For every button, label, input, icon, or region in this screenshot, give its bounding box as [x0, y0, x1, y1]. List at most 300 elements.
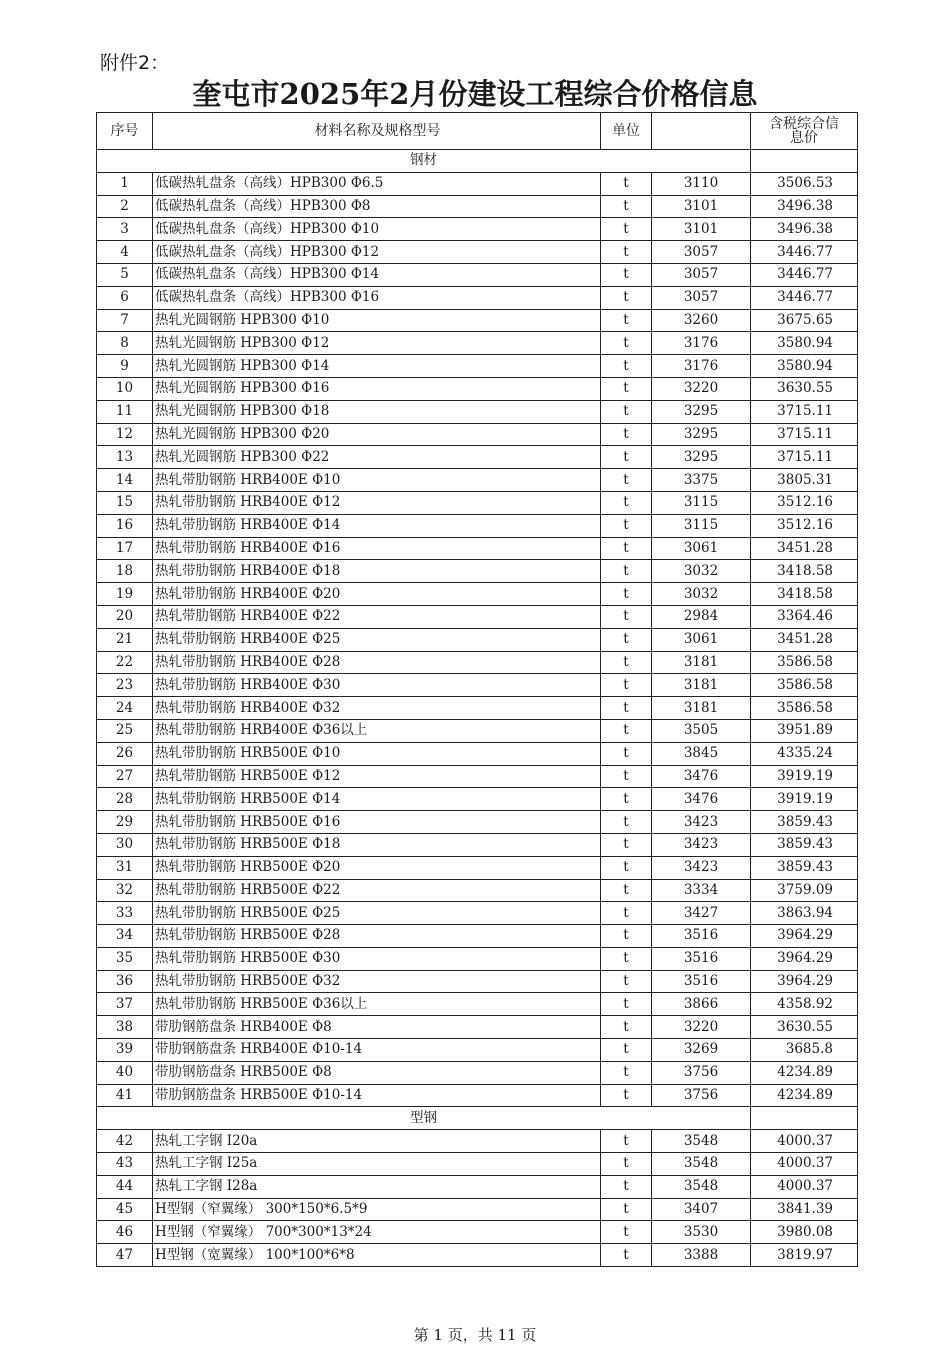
cell-base-price: 3101	[652, 218, 751, 241]
cell-base-price: 3176	[652, 355, 751, 378]
cell-tax-price: 4234.89	[751, 1061, 858, 1084]
cell-name: 热轧带肋钢筋 HRB500E Φ20	[153, 856, 601, 879]
cell-unit: t	[601, 902, 652, 925]
cell-unit: t	[601, 1039, 652, 1062]
cell-base-price: 3115	[652, 491, 751, 514]
table-row	[97, 856, 858, 879]
cell-tax-price: 3446.77	[751, 286, 858, 309]
cell-no: 12	[97, 423, 153, 446]
table-row	[97, 1244, 858, 1267]
cell-base-price: 3866	[652, 993, 751, 1016]
cell-unit: t	[601, 1198, 652, 1221]
cell-no: 8	[97, 332, 153, 355]
cell-base-price: 3061	[652, 628, 751, 651]
cell-tax-price: 3580.94	[751, 332, 858, 355]
cell-name: 热轧带肋钢筋 HRB500E Φ30	[153, 947, 601, 970]
table-row	[97, 1061, 858, 1084]
cell-unit: t	[601, 605, 652, 628]
cell-tax-price: 4000.37	[751, 1130, 858, 1153]
cell-name: 带肋钢筋盘条 HRB500E Φ8	[153, 1061, 601, 1084]
cell-name: 低碳热轧盘条（高线）HPB300 Φ6.5	[153, 172, 601, 195]
cell-unit: t	[601, 332, 652, 355]
cell-base-price: 3756	[652, 1084, 751, 1107]
cell-no: 41	[97, 1084, 153, 1107]
table-body	[97, 150, 858, 1267]
cell-no: 1	[97, 172, 153, 195]
cell-name: 热轧带肋钢筋 HRB400E Φ32	[153, 697, 601, 720]
cell-base-price: 3505	[652, 719, 751, 742]
table-row	[97, 1175, 858, 1198]
page-footer: 第 1 页，共 11 页	[413, 1326, 537, 1344]
cell-base-price: 3516	[652, 970, 751, 993]
cell-no: 6	[97, 286, 153, 309]
cell-tax-price: 3805.31	[751, 469, 858, 492]
table-row	[97, 286, 858, 309]
cell-name: H型钢（宽翼缘） 100*100*6*8	[153, 1244, 601, 1267]
cell-base-price: 3476	[652, 765, 751, 788]
cell-base-price: 3516	[652, 925, 751, 948]
cell-tax-price: 3506.53	[751, 172, 858, 195]
table-row	[97, 1016, 858, 1039]
cell-unit: t	[601, 970, 652, 993]
cell-no: 9	[97, 355, 153, 378]
header-tax-price-label: 含税综合信息价	[769, 116, 839, 146]
cell-unit: t	[601, 651, 652, 674]
section-title: 钢材	[97, 150, 751, 173]
cell-name: 低碳热轧盘条（高线）HPB300 Φ12	[153, 241, 601, 264]
cell-no: 14	[97, 469, 153, 492]
cell-tax-price: 3859.43	[751, 811, 858, 834]
cell-unit: t	[601, 719, 652, 742]
cell-base-price: 3756	[652, 1061, 751, 1084]
cell-unit: t	[601, 309, 652, 332]
section-row	[97, 150, 858, 173]
cell-name: 低碳热轧盘条（高线）HPB300 Φ14	[153, 263, 601, 286]
cell-unit: t	[601, 1221, 652, 1244]
cell-base-price: 3845	[652, 742, 751, 765]
cell-tax-price: 3964.29	[751, 925, 858, 948]
cell-tax-price: 4000.37	[751, 1175, 858, 1198]
cell-tax-price: 3919.19	[751, 788, 858, 811]
cell-base-price: 3530	[652, 1221, 751, 1244]
cell-base-price: 3375	[652, 469, 751, 492]
cell-no: 13	[97, 446, 153, 469]
cell-base-price: 3061	[652, 537, 751, 560]
table-row	[97, 742, 858, 765]
cell-tax-price: 3964.29	[751, 947, 858, 970]
cell-no: 39	[97, 1039, 153, 1062]
section-empty-cell	[751, 150, 858, 173]
cell-no: 35	[97, 947, 153, 970]
table-row	[97, 172, 858, 195]
cell-tax-price: 3586.58	[751, 674, 858, 697]
table-row	[97, 697, 858, 720]
cell-base-price: 3427	[652, 902, 751, 925]
cell-name: 热轧带肋钢筋 HRB500E Φ14	[153, 788, 601, 811]
cell-base-price: 3334	[652, 879, 751, 902]
cell-no: 16	[97, 514, 153, 537]
cell-unit: t	[601, 583, 652, 606]
cell-name: H型钢（窄翼缘） 700*300*13*24	[153, 1221, 601, 1244]
cell-unit: t	[601, 1061, 652, 1084]
table-row	[97, 993, 858, 1016]
section-empty-cell	[751, 1107, 858, 1130]
cell-base-price: 3269	[652, 1039, 751, 1062]
cell-name: 带肋钢筋盘条 HRB400E Φ10-14	[153, 1039, 601, 1062]
cell-name: 热轧带肋钢筋 HRB500E Φ10	[153, 742, 601, 765]
cell-unit: t	[601, 400, 652, 423]
cell-base-price: 3057	[652, 286, 751, 309]
table-row	[97, 309, 858, 332]
cell-no: 23	[97, 674, 153, 697]
cell-tax-price: 3451.28	[751, 537, 858, 560]
cell-tax-price: 3630.55	[751, 1016, 858, 1039]
cell-base-price: 3407	[652, 1198, 751, 1221]
section-row	[97, 1107, 858, 1130]
table-row	[97, 651, 858, 674]
cell-no: 34	[97, 925, 153, 948]
cell-unit: t	[601, 1130, 652, 1153]
cell-name: 热轧工字钢 I28a	[153, 1175, 601, 1198]
cell-tax-price: 4335.24	[751, 742, 858, 765]
table-row	[97, 628, 858, 651]
cell-base-price: 3423	[652, 833, 751, 856]
table-row	[97, 925, 858, 948]
cell-unit: t	[601, 1153, 652, 1176]
cell-name: 热轧光圆钢筋 HPB300 Φ22	[153, 446, 601, 469]
cell-name: 热轧带肋钢筋 HRB400E Φ10	[153, 469, 601, 492]
cell-unit: t	[601, 788, 652, 811]
cell-name: 热轧带肋钢筋 HRB400E Φ20	[153, 583, 601, 606]
cell-name: H型钢（窄翼缘） 300*150*6.5*9	[153, 1198, 601, 1221]
cell-unit: t	[601, 560, 652, 583]
cell-name: 热轧光圆钢筋 HPB300 Φ12	[153, 332, 601, 355]
cell-base-price: 3181	[652, 651, 751, 674]
cell-unit: t	[601, 491, 652, 514]
cell-unit: t	[601, 195, 652, 218]
cell-name: 带肋钢筋盘条 HRB500E Φ10-14	[153, 1084, 601, 1107]
cell-base-price: 3476	[652, 788, 751, 811]
cell-no: 5	[97, 263, 153, 286]
cell-unit: t	[601, 218, 652, 241]
cell-name: 热轧带肋钢筋 HRB500E Φ22	[153, 879, 601, 902]
table-row	[97, 719, 858, 742]
cell-base-price: 3260	[652, 309, 751, 332]
cell-tax-price: 3451.28	[751, 628, 858, 651]
cell-no: 40	[97, 1061, 153, 1084]
cell-base-price: 3101	[652, 195, 751, 218]
cell-base-price: 3220	[652, 1016, 751, 1039]
cell-tax-price: 4358.92	[751, 993, 858, 1016]
cell-no: 26	[97, 742, 153, 765]
cell-no: 36	[97, 970, 153, 993]
cell-no: 28	[97, 788, 153, 811]
section-title: 型钢	[97, 1107, 751, 1130]
cell-no: 22	[97, 651, 153, 674]
table-row	[97, 902, 858, 925]
cell-no: 38	[97, 1016, 153, 1039]
cell-name: 热轧带肋钢筋 HRB500E Φ28	[153, 925, 601, 948]
cell-tax-price: 3964.29	[751, 970, 858, 993]
table-row	[97, 1221, 858, 1244]
cell-tax-price: 4234.89	[751, 1084, 858, 1107]
table-row	[97, 788, 858, 811]
cell-no: 18	[97, 560, 153, 583]
cell-base-price: 3176	[652, 332, 751, 355]
cell-name: 热轧光圆钢筋 HPB300 Φ10	[153, 309, 601, 332]
cell-unit: t	[601, 697, 652, 720]
table-row	[97, 947, 858, 970]
cell-tax-price: 3715.11	[751, 423, 858, 446]
cell-no: 42	[97, 1130, 153, 1153]
header-base-price	[652, 113, 751, 150]
cell-unit: t	[601, 993, 652, 1016]
table-row	[97, 674, 858, 697]
cell-unit: t	[601, 674, 652, 697]
cell-base-price: 3423	[652, 856, 751, 879]
header-no: 序号	[97, 113, 153, 150]
cell-unit: t	[601, 925, 652, 948]
cell-tax-price: 3580.94	[751, 355, 858, 378]
cell-unit: t	[601, 446, 652, 469]
cell-base-price: 2984	[652, 605, 751, 628]
cell-unit: t	[601, 765, 652, 788]
cell-tax-price: 3715.11	[751, 446, 858, 469]
cell-no: 4	[97, 241, 153, 264]
cell-no: 11	[97, 400, 153, 423]
cell-name: 热轧带肋钢筋 HRB400E Φ30	[153, 674, 601, 697]
cell-tax-price: 3841.39	[751, 1198, 858, 1221]
cell-tax-price: 3512.16	[751, 514, 858, 537]
cell-base-price: 3115	[652, 514, 751, 537]
table-row	[97, 218, 858, 241]
cell-name: 热轧带肋钢筋 HRB500E Φ16	[153, 811, 601, 834]
cell-tax-price: 3418.58	[751, 560, 858, 583]
table-row	[97, 377, 858, 400]
cell-unit: t	[601, 241, 652, 264]
table-row	[97, 537, 858, 560]
table-row	[97, 1039, 858, 1062]
cell-tax-price: 3980.08	[751, 1221, 858, 1244]
cell-name: 带肋钢筋盘条 HRB400E Φ8	[153, 1016, 601, 1039]
cell-unit: t	[601, 172, 652, 195]
cell-tax-price: 3685.8	[751, 1039, 858, 1062]
cell-name: 热轧带肋钢筋 HRB500E Φ25	[153, 902, 601, 925]
cell-base-price: 3295	[652, 400, 751, 423]
cell-no: 33	[97, 902, 153, 925]
cell-tax-price: 3418.58	[751, 583, 858, 606]
cell-no: 17	[97, 537, 153, 560]
cell-base-price: 3220	[652, 377, 751, 400]
table-row	[97, 833, 858, 856]
table-row	[97, 400, 858, 423]
cell-unit: t	[601, 856, 652, 879]
cell-tax-price: 4000.37	[751, 1153, 858, 1176]
cell-unit: t	[601, 377, 652, 400]
cell-no: 7	[97, 309, 153, 332]
cell-unit: t	[601, 1175, 652, 1198]
document-title: 奎屯市2025年2月份建设工程综合价格信息	[192, 77, 758, 111]
table-row	[97, 970, 858, 993]
cell-name: 低碳热轧盘条（高线）HPB300 Φ10	[153, 218, 601, 241]
cell-name: 热轧带肋钢筋 HRB500E Φ32	[153, 970, 601, 993]
cell-unit: t	[601, 879, 652, 902]
cell-tax-price: 3759.09	[751, 879, 858, 902]
cell-tax-price: 3586.58	[751, 651, 858, 674]
cell-name: 热轧工字钢 I25a	[153, 1153, 601, 1176]
cell-no: 15	[97, 491, 153, 514]
cell-no: 44	[97, 1175, 153, 1198]
cell-name: 热轧光圆钢筋 HPB300 Φ18	[153, 400, 601, 423]
cell-no: 3	[97, 218, 153, 241]
cell-unit: t	[601, 469, 652, 492]
cell-base-price: 3548	[652, 1130, 751, 1153]
table-row	[97, 263, 858, 286]
cell-no: 29	[97, 811, 153, 834]
cell-no: 43	[97, 1153, 153, 1176]
cell-tax-price: 3446.77	[751, 241, 858, 264]
cell-tax-price: 3819.97	[751, 1244, 858, 1267]
table-row	[97, 469, 858, 492]
cell-name: 热轧带肋钢筋 HRB400E Φ18	[153, 560, 601, 583]
cell-unit: t	[601, 514, 652, 537]
cell-tax-price: 3863.94	[751, 902, 858, 925]
cell-base-price: 3057	[652, 263, 751, 286]
cell-base-price: 3423	[652, 811, 751, 834]
table-row	[97, 241, 858, 264]
table-row	[97, 423, 858, 446]
cell-base-price: 3057	[652, 241, 751, 264]
table-row	[97, 1130, 858, 1153]
cell-tax-price: 3446.77	[751, 263, 858, 286]
cell-no: 30	[97, 833, 153, 856]
cell-unit: t	[601, 1084, 652, 1107]
attachment-label: 附件2：	[100, 52, 170, 74]
cell-base-price: 3548	[652, 1175, 751, 1198]
cell-unit: t	[601, 628, 652, 651]
table-row	[97, 514, 858, 537]
cell-unit: t	[601, 1016, 652, 1039]
cell-tax-price: 3919.19	[751, 765, 858, 788]
cell-name: 热轧光圆钢筋 HPB300 Φ20	[153, 423, 601, 446]
cell-tax-price: 3630.55	[751, 377, 858, 400]
cell-tax-price: 3675.65	[751, 309, 858, 332]
cell-no: 2	[97, 195, 153, 218]
cell-name: 热轧光圆钢筋 HPB300 Φ16	[153, 377, 601, 400]
cell-name: 热轧带肋钢筋 HRB400E Φ22	[153, 605, 601, 628]
cell-base-price: 3516	[652, 947, 751, 970]
table-row	[97, 491, 858, 514]
cell-name: 热轧带肋钢筋 HRB500E Φ36以上	[153, 993, 601, 1016]
cell-name: 热轧带肋钢筋 HRB400E Φ28	[153, 651, 601, 674]
cell-base-price: 3110	[652, 172, 751, 195]
header-tax-price	[751, 113, 858, 150]
cell-no: 20	[97, 605, 153, 628]
cell-unit: t	[601, 263, 652, 286]
cell-no: 10	[97, 377, 153, 400]
cell-tax-price: 3859.43	[751, 833, 858, 856]
header-name: 材料名称及规格型号	[153, 113, 601, 150]
table-row	[97, 332, 858, 355]
cell-base-price: 3181	[652, 674, 751, 697]
cell-unit: t	[601, 811, 652, 834]
cell-base-price: 3032	[652, 583, 751, 606]
cell-name: 热轧光圆钢筋 HPB300 Φ14	[153, 355, 601, 378]
header-unit: 单位	[601, 113, 652, 150]
cell-name: 热轧带肋钢筋 HRB400E Φ16	[153, 537, 601, 560]
cell-name: 热轧带肋钢筋 HRB500E Φ18	[153, 833, 601, 856]
cell-base-price: 3295	[652, 446, 751, 469]
cell-unit: t	[601, 537, 652, 560]
cell-tax-price: 3715.11	[751, 400, 858, 423]
cell-unit: t	[601, 742, 652, 765]
cell-unit: t	[601, 286, 652, 309]
cell-no: 19	[97, 583, 153, 606]
cell-unit: t	[601, 355, 652, 378]
cell-no: 24	[97, 697, 153, 720]
cell-tax-price: 3859.43	[751, 856, 858, 879]
cell-tax-price: 3496.38	[751, 195, 858, 218]
cell-unit: t	[601, 423, 652, 446]
cell-name: 热轧带肋钢筋 HRB400E Φ36以上	[153, 719, 601, 742]
cell-unit: t	[601, 833, 652, 856]
cell-no: 31	[97, 856, 153, 879]
cell-tax-price: 3364.46	[751, 605, 858, 628]
cell-base-price: 3295	[652, 423, 751, 446]
cell-base-price: 3181	[652, 697, 751, 720]
cell-tax-price: 3496.38	[751, 218, 858, 241]
cell-no: 47	[97, 1244, 153, 1267]
cell-name: 热轧带肋钢筋 HRB400E Φ25	[153, 628, 601, 651]
cell-name: 低碳热轧盘条（高线）HPB300 Φ8	[153, 195, 601, 218]
price-table	[96, 112, 858, 1267]
table-row	[97, 811, 858, 834]
cell-no: 25	[97, 719, 153, 742]
cell-base-price: 3388	[652, 1244, 751, 1267]
table-row	[97, 879, 858, 902]
cell-name: 热轧工字钢 I20a	[153, 1130, 601, 1153]
cell-name: 低碳热轧盘条（高线）HPB300 Φ16	[153, 286, 601, 309]
table-row	[97, 583, 858, 606]
cell-no: 37	[97, 993, 153, 1016]
cell-name: 热轧带肋钢筋 HRB400E Φ12	[153, 491, 601, 514]
table-row	[97, 765, 858, 788]
table-row	[97, 446, 858, 469]
table-row	[97, 560, 858, 583]
table-row	[97, 1198, 858, 1221]
cell-tax-price: 3586.58	[751, 697, 858, 720]
cell-unit: t	[601, 947, 652, 970]
cell-name: 热轧带肋钢筋 HRB400E Φ14	[153, 514, 601, 537]
table-row	[97, 1084, 858, 1107]
cell-unit: t	[601, 1244, 652, 1267]
cell-no: 32	[97, 879, 153, 902]
cell-base-price: 3548	[652, 1153, 751, 1176]
table-row	[97, 1153, 858, 1176]
cell-no: 45	[97, 1198, 153, 1221]
table-row	[97, 195, 858, 218]
cell-no: 27	[97, 765, 153, 788]
cell-no: 46	[97, 1221, 153, 1244]
table-row	[97, 605, 858, 628]
cell-base-price: 3032	[652, 560, 751, 583]
cell-tax-price: 3951.89	[751, 719, 858, 742]
table-row	[97, 355, 858, 378]
cell-tax-price: 3512.16	[751, 491, 858, 514]
table-header-row	[97, 113, 858, 150]
cell-no: 21	[97, 628, 153, 651]
cell-name: 热轧带肋钢筋 HRB500E Φ12	[153, 765, 601, 788]
